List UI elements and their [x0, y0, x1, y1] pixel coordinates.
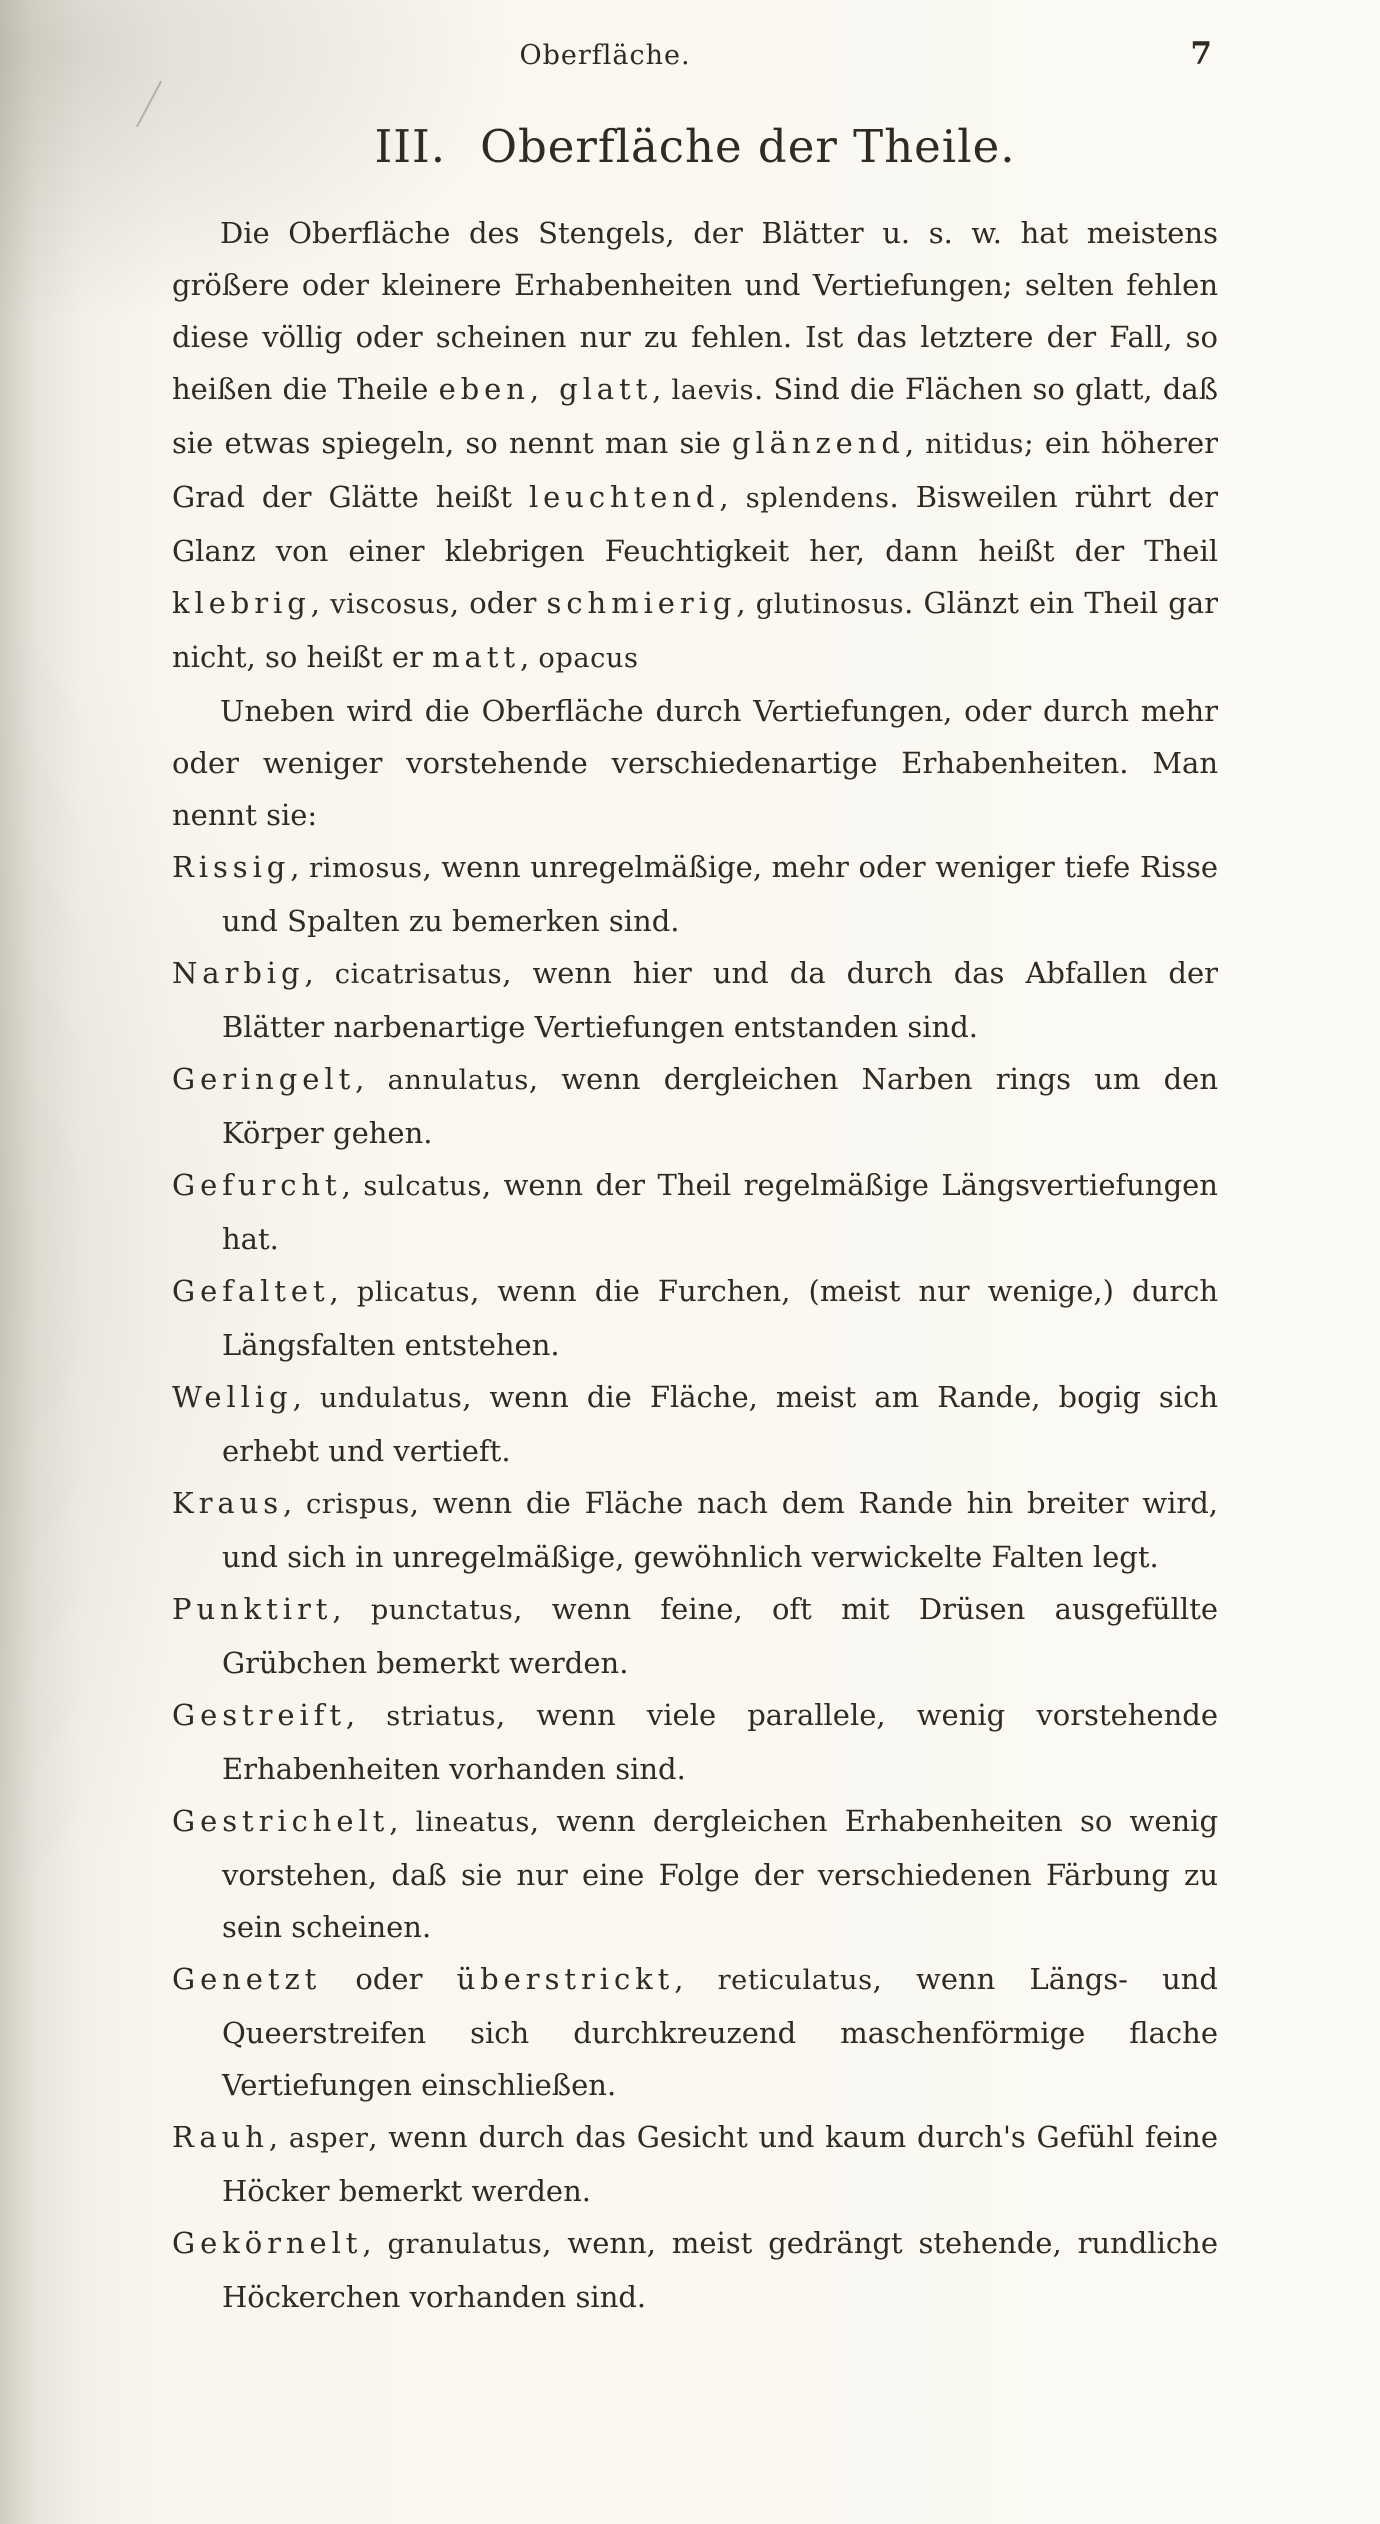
- glossary-entry: [172, 947, 1218, 1053]
- glossary-entry: [172, 2217, 1218, 2323]
- emphasized-term: überstrickt: [456, 1962, 675, 1996]
- emphasized-term: Rissig: [172, 850, 291, 884]
- body-text: , wenn die Fläche nach dem Rande hin breiter wird, und sich in unregelmäßige, gewöhnlich verwickelte Falten legt.: [222, 1486, 1219, 1574]
- glossary-entry: [172, 1053, 1218, 1159]
- glossary-entry: [172, 1689, 1218, 1795]
- body-text: Die Oberfläche des Stengels, der Blätter u. s. w. hat meistens größere oder kleinere Erhabenheiten und Vertiefungen; selten fehlen diese völlig oder scheinen nur zu fehlen. Ist das letztere der Fall, so heißen die Theile: [172, 216, 1218, 406]
- body-text: ,: [389, 1804, 416, 1838]
- body-text: ,: [362, 2226, 388, 2260]
- page-header: [172, 36, 1218, 84]
- glossary-entry: [172, 1371, 1218, 1477]
- paragraph: [172, 207, 1218, 685]
- body-text: ,: [652, 372, 672, 406]
- glossary-entry: [172, 1265, 1218, 1371]
- latin-term: splendens: [745, 483, 890, 514]
- body-text: ,: [519, 640, 539, 674]
- body-text: , wenn viele parallele, wenig vorstehende Erhabenheiten vorhanden sind.: [222, 1698, 1218, 1786]
- body-text: , wenn Längs- und Queerstreifen sich durchkreuzend maschenförmige flache Vertiefungen einschließen.: [222, 1962, 1218, 2102]
- emphasized-term: Punktirt: [172, 1592, 333, 1626]
- body-text: . Glänzt ein Theil gar nicht, so heißt er: [172, 586, 1219, 674]
- latin-term: punctatus: [370, 1595, 514, 1626]
- body-text: ,: [310, 586, 331, 620]
- latin-term: cicatrisatus: [334, 959, 503, 990]
- body-text: . Sind die Flächen so glatt, daß sie etwas spiegeln, so nennt man sie: [172, 372, 1218, 460]
- emphasized-term: eben, glatt: [438, 372, 653, 406]
- emphasized-term: Narbig: [172, 956, 305, 990]
- emphasized-term: Genetzt: [172, 1962, 322, 1996]
- page-content: [172, 36, 1219, 2323]
- section-title: [172, 120, 1218, 173]
- latin-term: plicatus: [356, 1277, 471, 1308]
- latin-term: opacus: [538, 643, 639, 674]
- emphasized-term: glänzend: [731, 426, 905, 460]
- body-text: ,: [304, 956, 335, 990]
- body-text: ,: [674, 1962, 718, 1996]
- emphasized-term: Rauh: [172, 2120, 269, 2154]
- body-text: ,: [904, 426, 926, 460]
- intro-paragraphs: [172, 207, 1218, 841]
- glossary-entry: [172, 1477, 1218, 1583]
- emphasized-term: klebrig: [172, 586, 311, 620]
- latin-term: crispus: [306, 1489, 410, 1520]
- emphasized-term: Gestrichelt: [172, 1804, 390, 1838]
- emphasized-term: leuchtend: [528, 480, 720, 514]
- body-text: , wenn dergleichen Narben rings um den Körper gehen.: [222, 1062, 1218, 1150]
- body-text: ,: [736, 586, 756, 620]
- body-text: ,: [292, 1380, 320, 1414]
- latin-term: striatus: [386, 1701, 497, 1732]
- emphasized-term: Wellig: [172, 1380, 293, 1414]
- body-text: , wenn unregelmäßige, mehr oder weniger tiefe Risse und Spalten zu bemerken sind.: [222, 850, 1218, 938]
- body-text: ; ein höherer Grad der Glätte heißt: [172, 426, 1219, 514]
- glossary-entry: [172, 1159, 1218, 1265]
- emphasized-term: Kraus: [172, 1486, 284, 1520]
- body-text: , wenn, meist gedrängt stehende, rundliche Höckerchen vorhanden sind.: [222, 2226, 1218, 2314]
- body-text: , wenn der Theil regelmäßige Längsvertiefungen hat.: [222, 1168, 1218, 1256]
- emphasized-term: Geringelt: [172, 1062, 356, 1096]
- latin-term: rimosus: [309, 853, 423, 884]
- paragraph: [172, 685, 1218, 841]
- latin-term: undulatus: [319, 1383, 463, 1414]
- latin-term: reticulatus: [717, 1965, 873, 1996]
- body-text: , wenn feine, oft mit Drüsen ausgefüllte Grübchen bemerkt werden.: [222, 1592, 1219, 1680]
- body-text: , wenn die Furchen, (meist nur wenige,) durch Längsfalten entstehen.: [222, 1274, 1218, 1362]
- body-text: . Bisweilen rührt der Glanz von einer klebrigen Feuchtigkeit her, dann heißt der Theil: [172, 480, 1219, 568]
- emphasized-term: matt: [432, 640, 520, 674]
- body-text: ,: [283, 1486, 306, 1520]
- emphasized-term: schmierig: [546, 586, 737, 620]
- latin-term: laevis: [671, 375, 754, 406]
- latin-term: granulatus: [387, 2229, 543, 2260]
- body-text: ,: [719, 480, 746, 514]
- glossary-entry: [172, 1953, 1218, 2111]
- body-text: ,: [345, 1698, 387, 1732]
- latin-term: nitidus: [925, 429, 1024, 460]
- page-body: [172, 207, 1218, 2323]
- latin-term: sulcatus: [363, 1171, 482, 1202]
- latin-term: asper: [288, 2123, 369, 2154]
- emphasized-term: Gekörnelt: [172, 2226, 363, 2260]
- latin-term: lineatus: [415, 1807, 530, 1838]
- page-number: 7: [1190, 36, 1212, 72]
- body-text: ,: [341, 1168, 364, 1202]
- emphasized-term: Gefaltet: [172, 1274, 330, 1308]
- glossary-entry: [172, 1795, 1218, 1953]
- body-text: ,: [290, 850, 310, 884]
- body-text: ,: [329, 1274, 357, 1308]
- body-text: ,: [332, 1592, 371, 1626]
- scan-artifact: [136, 81, 162, 128]
- body-text: , wenn hier und da durch das Abfallen der Blätter narbenartige Vertiefungen entstanden sind.: [222, 956, 1218, 1044]
- body-text: , oder: [449, 586, 547, 620]
- glossary-entry: [172, 841, 1218, 947]
- running-title: Oberfläche.: [519, 40, 691, 71]
- latin-term: glutinosus: [755, 589, 905, 620]
- glossary-entry: [172, 1583, 1218, 1689]
- body-text: , wenn dergleichen Erhabenheiten so wenig vorstehen, daß sie nur eine Folge der verschiedenen Färbung zu sein scheinen.: [222, 1804, 1219, 1944]
- body-text: , wenn durch das Gesicht und kaum durch's Gefühl feine Höcker bemerkt werden.: [222, 2120, 1219, 2208]
- body-text: oder: [321, 1962, 457, 1996]
- body-text: ,: [355, 1062, 388, 1096]
- body-text: Uneben wird die Oberfläche durch Vertiefungen, oder durch mehr oder weniger vorstehende verschiedenartige Erhabenheiten. Man nennt sie:: [172, 694, 1218, 832]
- emphasized-term: Gefurcht: [172, 1168, 342, 1202]
- emphasized-term: Gestreift: [172, 1698, 346, 1732]
- latin-term: annulatus: [387, 1065, 529, 1096]
- latin-term: viscosus: [330, 589, 450, 620]
- body-text: , wenn die Fläche, meist am Rande, bogig sich erhebt und vertieft.: [222, 1380, 1219, 1468]
- glossary-entry: [172, 2111, 1218, 2217]
- definition-list: [172, 841, 1218, 2323]
- section-number: III.: [374, 120, 447, 173]
- section-title-text: Oberfläche der Theile.: [480, 120, 1016, 173]
- body-text: ,: [268, 2120, 289, 2154]
